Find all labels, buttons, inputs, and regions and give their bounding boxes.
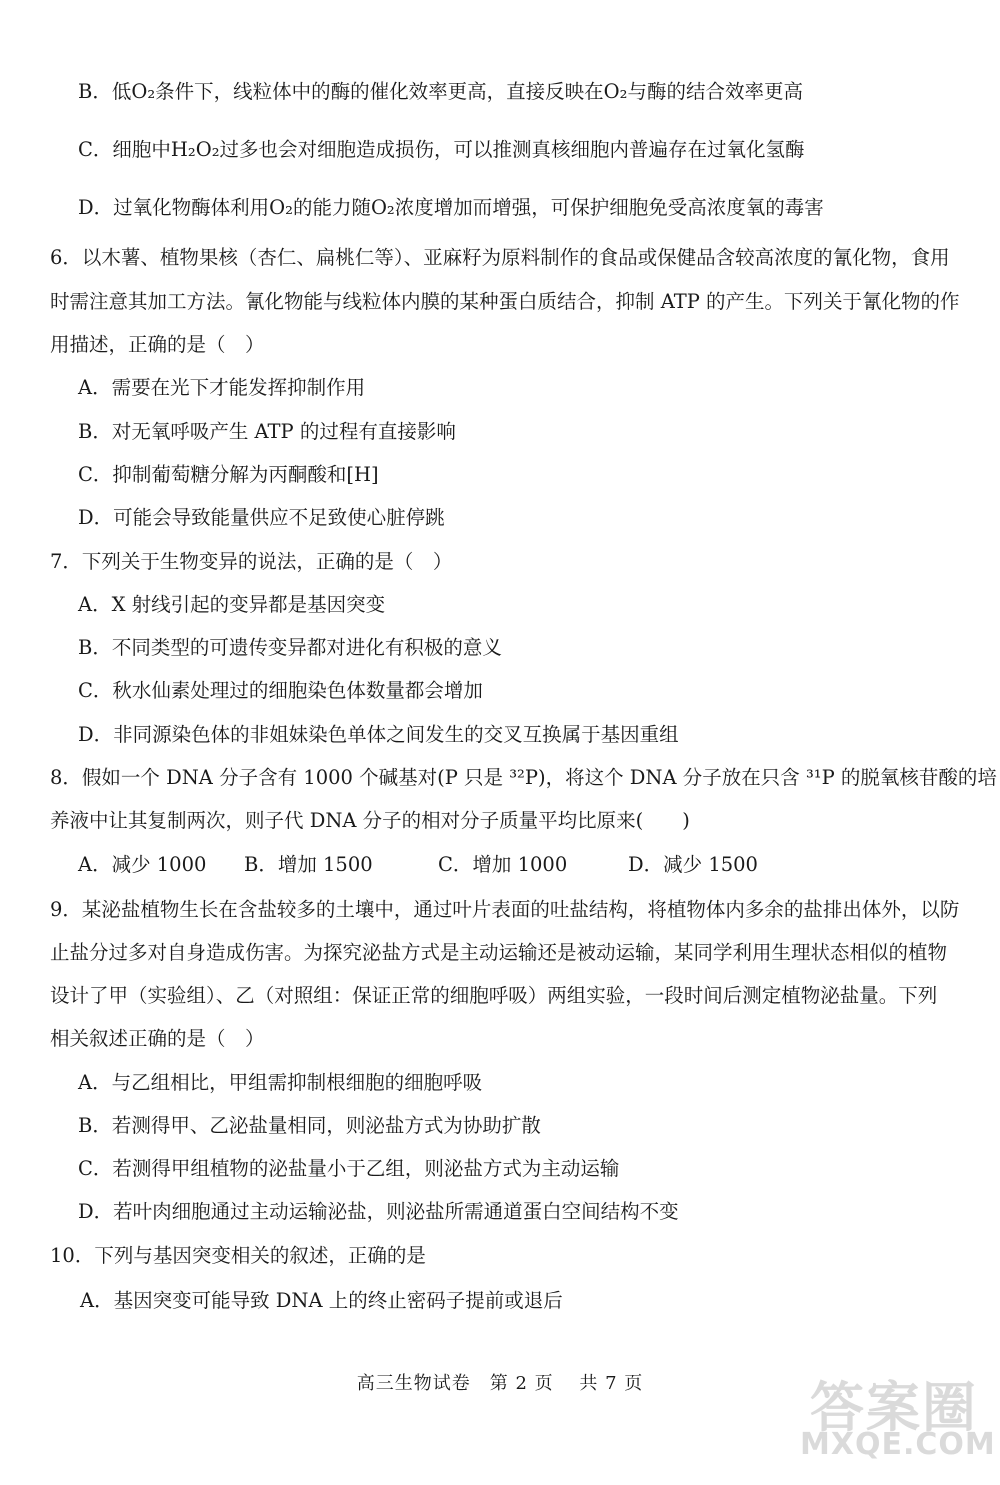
q8-option-c: C．增加 1000 xyxy=(438,853,568,876)
q6-option-a: A．需要在光下才能发挥抑制作用 xyxy=(78,376,366,399)
q8-stem-line-2: 养液中让其复制两次，则子代 DNA 分子的相对分子质量平均比原来( ) xyxy=(50,809,690,832)
q5-option-d: D．过氧化物酶体利用O₂的能力随O₂浓度增加而增强，可保护细胞免受高浓度氧的毒害 xyxy=(78,196,824,219)
q6-stem-line-2: 时需注意其加工方法。氰化物能与线粒体内膜的某种蛋白质结合，抑制 ATP 的产生。下列关于氰化物的作 xyxy=(50,290,960,313)
q9-option-d: D．若叶肉细胞通过主动运输泌盐，则泌盐所需通道蛋白空间结构不变 xyxy=(78,1200,679,1223)
q9-stem-line-2: 止盐分过多对自身造成伤害。为探究泌盐方式是主动运输还是被动运输，某同学利用生理状态相似的植物 xyxy=(50,941,948,964)
page-footer: 高三生物试卷 第 2 页 共 7 页 xyxy=(356,1373,644,1394)
q6-stem-line-1: 6．以木薯、植物果核（杏仁、扁桃仁等）、亚麻籽为原料制作的食品或保健品含较高浓度的氰化物，食用 xyxy=(50,246,950,269)
q6-option-c: C．抑制葡萄糖分解为丙酮酸和[H] xyxy=(78,463,379,486)
q10-option-a: A．基因突变可能导致 DNA 上的终止密码子提前或退后 xyxy=(80,1289,563,1312)
q8-stem-line-1: 8．假如一个 DNA 分子含有 1000 个碱基对(P 只是 ³²P)，将这个 DNA 分子放在只含 ³¹P 的脱氧核苷酸的培 xyxy=(50,766,997,789)
q6-option-d: D．可能会导致能量供应不足致使心脏停跳 xyxy=(78,506,445,529)
q9-stem-line-3: 设计了甲（实验组）、乙（对照组：保证正常的细胞呼吸）两组实验，一段时间后测定植物泌盐量。下列 xyxy=(50,984,938,1007)
q7-option-d: D．非同源染色体的非姐妹染色单体之间发生的交叉互换属于基因重组 xyxy=(78,723,679,746)
q8-option-d: D．减少 1500 xyxy=(628,853,758,876)
q9-option-c: C．若测得甲组植物的泌盐量小于乙组，则泌盐方式为主动运输 xyxy=(78,1157,620,1180)
watermark-url: MXQE.COM xyxy=(800,1427,996,1462)
q8-option-a: A．减少 1000 xyxy=(78,853,207,876)
q7-stem: 7．下列关于生物变异的说法，正确的是（ ） xyxy=(50,550,453,573)
q5-option-b: B．低O₂条件下，线粒体中的酶的催化效率更高，直接反映在O₂与酶的结合效率更高 xyxy=(78,80,803,103)
q6-stem-line-3: 用描述，正确的是（ ） xyxy=(50,333,265,356)
q7-option-a: A．X 射线引起的变异都是基因突变 xyxy=(78,593,386,616)
q10-stem: 10．下列与基因突变相关的叙述，正确的是 xyxy=(50,1244,426,1267)
q7-option-b: B．不同类型的可遗传变异都对进化有积极的意义 xyxy=(78,636,502,659)
q9-stem-line-1: 9．某泌盐植物生长在含盐较多的土壤中，通过叶片表面的吐盐结构，将植物体内多余的盐排出体外，以防 xyxy=(50,898,960,921)
watermark xyxy=(780,1365,996,1475)
q7-option-c: C．秋水仙素处理过的细胞染色体数量都会增加 xyxy=(78,679,483,702)
q8-option-b: B．增加 1500 xyxy=(244,853,373,876)
watermark-logo: 答案圈 xyxy=(810,1376,978,1439)
q6-option-b: B．对无氧呼吸产生 ATP 的过程有直接影响 xyxy=(78,420,456,443)
q5-option-c: C．细胞中H₂O₂过多也会对细胞造成损伤，可以推测真核细胞内普遍存在过氧化氢酶 xyxy=(78,138,805,161)
q9-stem-line-4: 相关叙述正确的是（ ） xyxy=(50,1027,265,1050)
q9-option-a: A．与乙组相比，甲组需抑制根细胞的细胞呼吸 xyxy=(78,1071,483,1094)
q8-options-row xyxy=(78,851,952,879)
q9-option-b: B．若测得甲、乙泌盐量相同，则泌盐方式为协助扩散 xyxy=(78,1114,541,1137)
